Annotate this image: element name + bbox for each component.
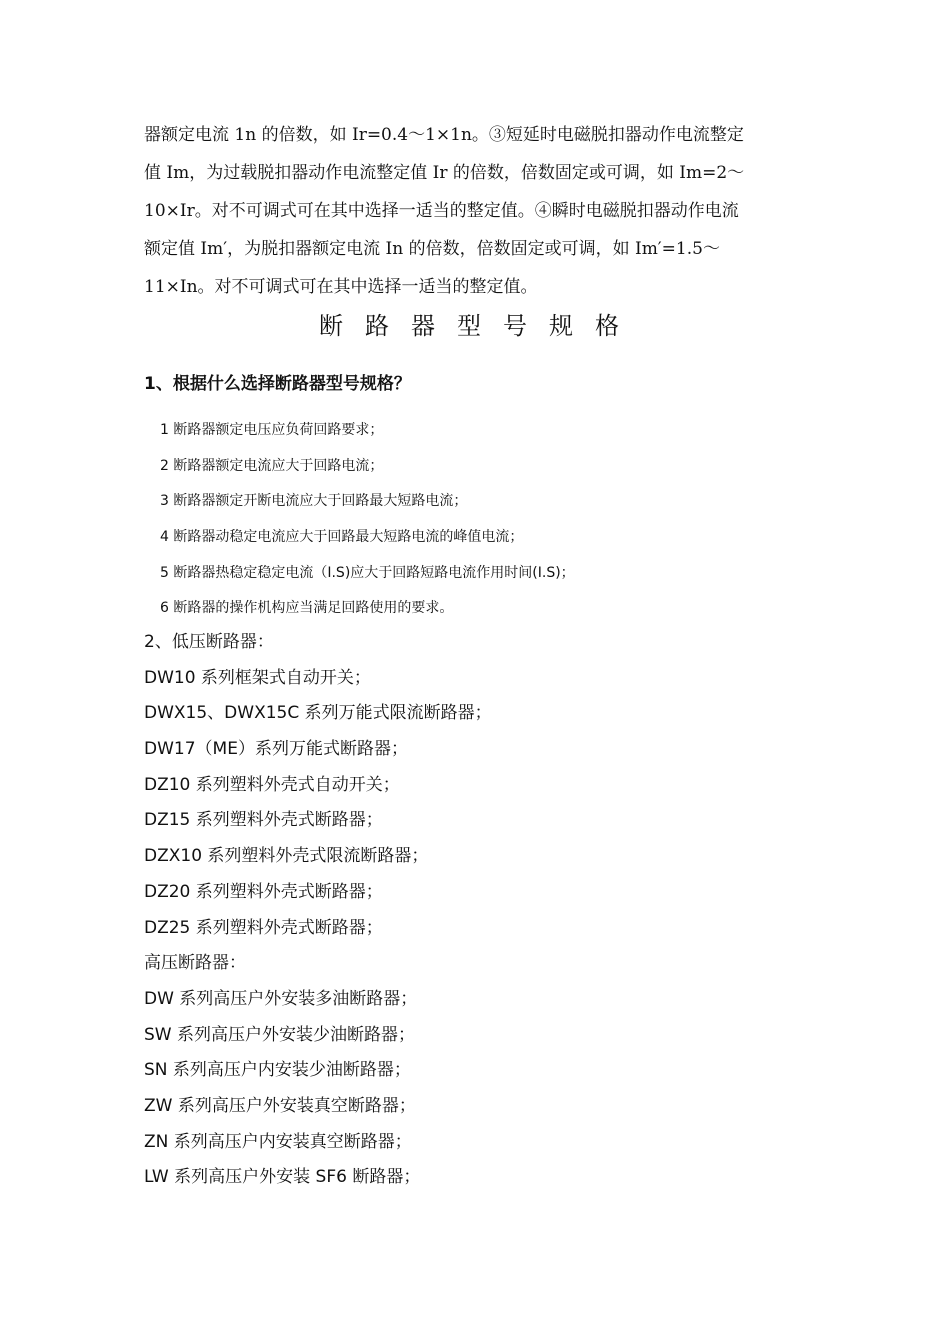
high-voltage-item: ZW 系列高压户外安装真空断路器； <box>144 1095 416 1116</box>
intro-line: 11×In。对不可调式可在其中选择一适当的整定值。 <box>144 277 538 297</box>
criteria-item: 3 断路器额定开断电流应大于回路最大短路电流； <box>160 493 468 510</box>
selection-criteria-list <box>160 418 575 632</box>
high-voltage-item: SN 系列高压户内安装少油断路器； <box>144 1060 411 1081</box>
high-voltage-heading: 高压断路器： <box>144 953 246 974</box>
section-title: 断路器型号规格 <box>319 312 641 340</box>
criteria-item: 6 断路器的操作机构应当满足回路使用的要求。 <box>160 600 454 617</box>
low-voltage-item: DZ25 系列塑料外壳式断路器； <box>144 917 383 938</box>
criteria-item: 4 断路器动稳定电流应大于回路最大短路电流的峰值电流； <box>160 529 524 546</box>
intro-line: 额定值 Im′，为脱扣器额定电流 In 的倍数，倍数固定或可调，如 Im′=1.5～ <box>144 239 720 259</box>
low-voltage-item: DZ15 系列塑料外壳式断路器； <box>144 810 383 831</box>
criteria-item: 1 断路器额定电压应负荷回路要求； <box>160 422 384 438</box>
intro-paragraph <box>144 116 812 306</box>
intro-line: 10×Ir。对不可调式可在其中选择一适当的整定值。④瞬时电磁脱扣器动作电流 <box>144 201 739 221</box>
low-voltage-heading: 2、低压断路器： <box>144 632 274 652</box>
low-voltage-item: DZX10 系列塑料外壳式限流断路器； <box>144 846 429 867</box>
breaker-series-lists <box>144 629 492 1200</box>
high-voltage-item: DW 系列高压户外安装多油断路器； <box>144 988 418 1009</box>
low-voltage-item: DZ20 系列塑料外壳式断路器； <box>144 881 383 902</box>
criteria-item: 5 断路器热稳定稳定电流（I.S)应大于回路短路电流作用时间(I.S)； <box>160 564 575 581</box>
intro-line: 器额定电流 1n 的倍数，如 Ir=0.4～1×1n。③短延时电磁脱扣器动作电流整定 <box>144 125 744 145</box>
question-heading: 1、根据什么选择断路器型号规格？ <box>144 374 411 394</box>
high-voltage-item: SW 系列高压户外安装少油断路器； <box>144 1024 416 1045</box>
intro-line: 值 Im，为过载脱扣器动作电流整定值 Ir 的倍数，倍数固定或可调，如 Im=2～ <box>144 163 745 183</box>
low-voltage-item: DW10 系列框架式自动开关； <box>144 667 371 688</box>
low-voltage-item: DWX15、DWX15C 系列万能式限流断路器； <box>144 703 492 724</box>
high-voltage-item: ZN 系列高压户内安装真空断路器； <box>144 1131 412 1152</box>
high-voltage-item: LW 系列高压户外安装 SF6 断路器； <box>144 1167 421 1188</box>
criteria-item: 2 断路器额定电流应大于回路电流； <box>160 457 384 474</box>
low-voltage-item: DZ10 系列塑料外壳式自动开关； <box>144 774 400 795</box>
low-voltage-item: DW17（ME）系列万能式断路器； <box>144 739 408 760</box>
